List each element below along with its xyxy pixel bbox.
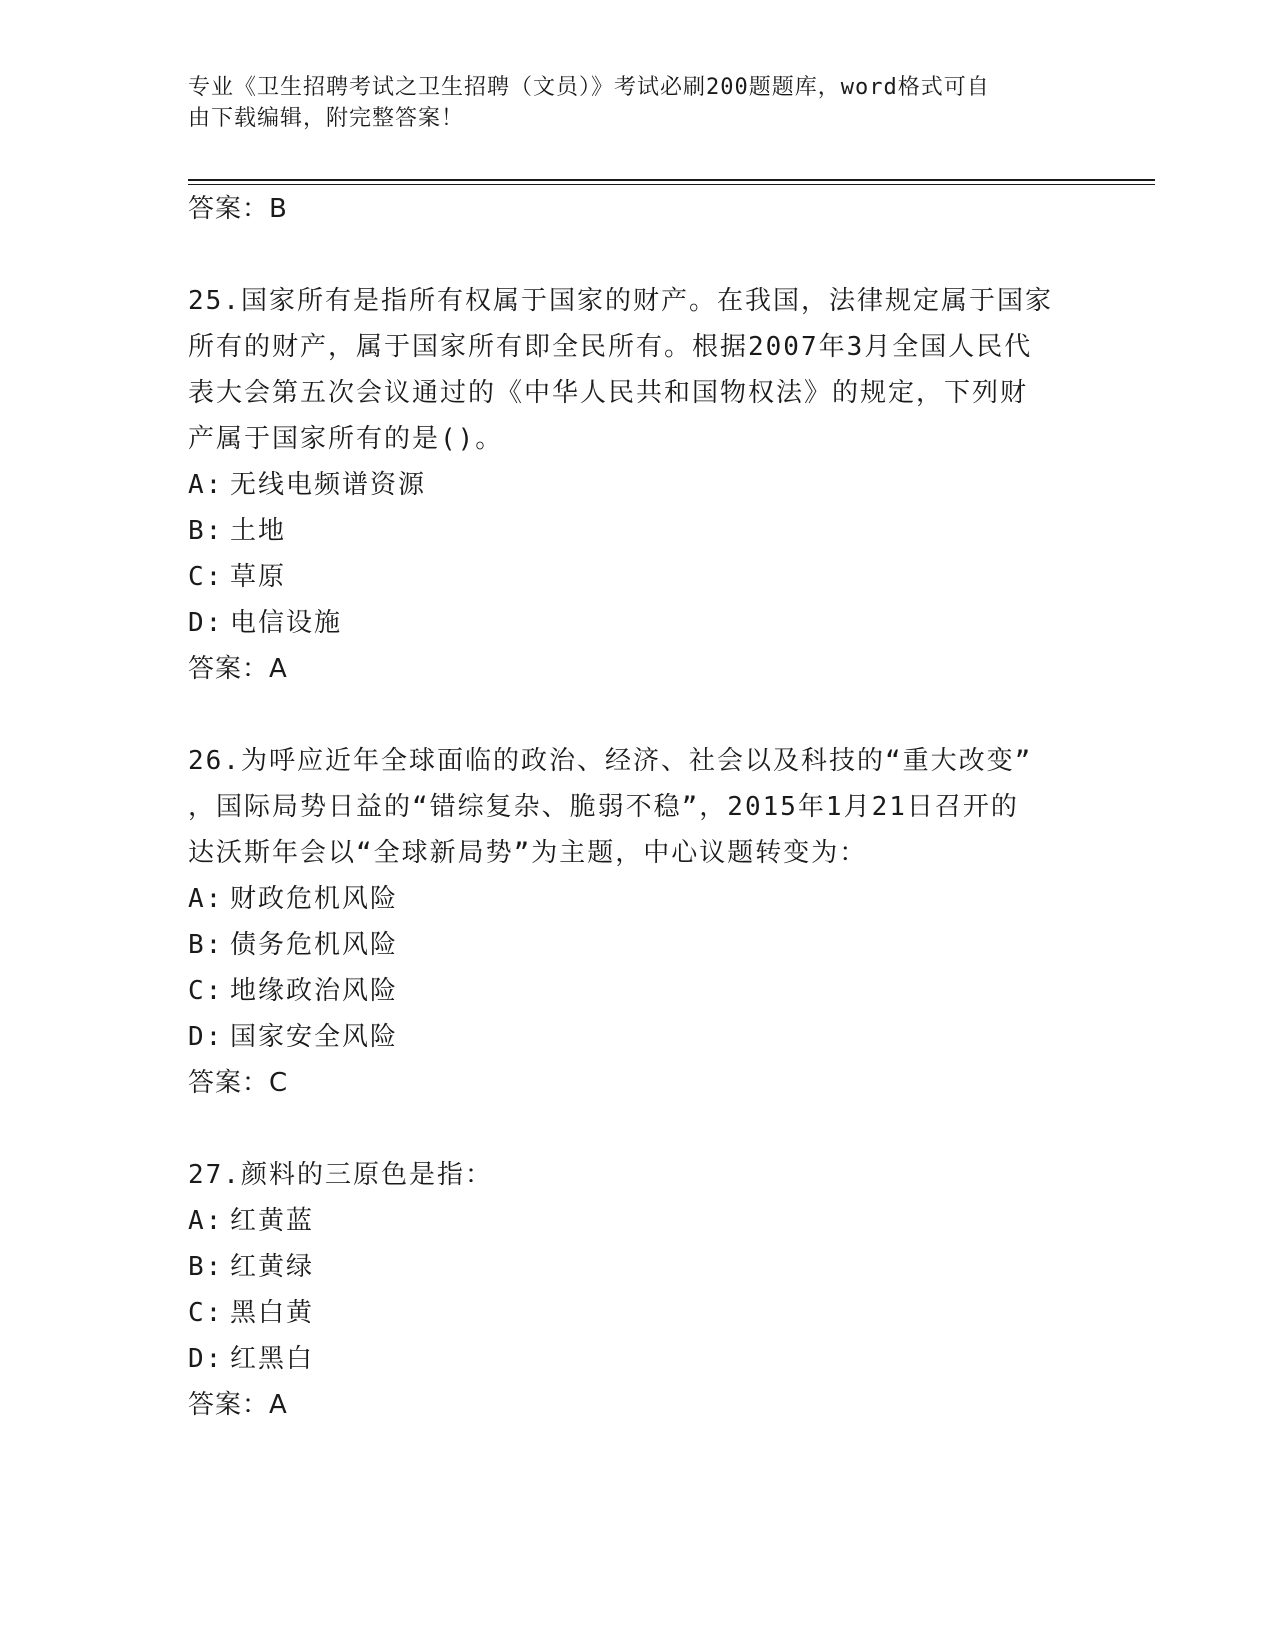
option-text: 红黑白 [230, 1344, 315, 1374]
option-label: A: [188, 884, 224, 914]
header-line-1: 专业《卫生招聘考试之卫生招聘（文员）》考试必刷200题题库，word格式可自 [188, 75, 990, 100]
option-b [188, 508, 1088, 554]
option-a [188, 876, 1088, 922]
option-text: 国家安全风险 [230, 1022, 399, 1052]
question-stem: 27.颜料的三原色是指： [188, 1160, 493, 1190]
option-c [188, 554, 1088, 600]
option-label: B: [188, 516, 224, 546]
option-text: 财政危机风险 [230, 884, 399, 914]
option-a [188, 462, 1088, 508]
answer-line: 答案：C [188, 1068, 289, 1098]
option-label: D: [188, 1022, 224, 1052]
option-label: D: [188, 1344, 224, 1374]
question-25 [188, 278, 1088, 692]
option-text: 红黄绿 [230, 1252, 315, 1282]
option-d [188, 1336, 1088, 1382]
option-text: 黑白黄 [230, 1298, 315, 1328]
option-label: D: [188, 608, 224, 638]
option-text: 地缘政治风险 [230, 976, 399, 1006]
option-c [188, 1290, 1088, 1336]
option-c [188, 968, 1088, 1014]
option-label: C: [188, 976, 224, 1006]
option-label: C: [188, 562, 224, 592]
option-text: 红黄蓝 [230, 1206, 315, 1236]
option-label: A: [188, 470, 224, 500]
answer-line: 答案：A [188, 654, 288, 684]
header-divider-thin [188, 184, 1155, 185]
question-stem: 25.国家所有是指所有权属于国家的财产。在我国，法律规定属于国家 所有的财产，属于国家所有即全民所有。根据2007年3月全国人民代 表大会第五次会议通过的《中华人民共和国物权法》的规定，下列财 产属于国家所有的是()。 [188, 286, 1053, 454]
option-label: A: [188, 1206, 224, 1236]
header-divider-thick [188, 179, 1155, 181]
option-text: 电信设施 [230, 608, 343, 638]
option-text: 债务危机风险 [230, 930, 399, 960]
option-text: 草原 [230, 562, 287, 592]
option-a [188, 1198, 1088, 1244]
option-text: 无线电频谱资源 [230, 470, 427, 500]
option-text: 土地 [230, 516, 287, 546]
question-26 [188, 738, 1088, 1106]
header-line-2: 由下载编辑，附完整答案！ [188, 106, 465, 131]
question-27 [188, 1152, 1088, 1428]
option-label: B: [188, 1252, 224, 1282]
option-b [188, 1244, 1088, 1290]
previous-answer: 答案：B [188, 194, 288, 224]
option-label: B: [188, 930, 224, 960]
option-d [188, 600, 1088, 646]
option-b [188, 922, 1088, 968]
document-body [188, 186, 1088, 1428]
question-stem: 26.为呼应近年全球面临的政治、经济、社会以及科技的“重大改变” ，国际局势日益的“错综复杂、脆弱不稳”，2015年1月21日召开的 达沃斯年会以“全球新局势”为主题，中心议题转变为： [188, 746, 1033, 868]
option-d [188, 1014, 1088, 1060]
document-header [188, 72, 1088, 134]
option-label: C: [188, 1298, 224, 1328]
answer-line: 答案：A [188, 1390, 288, 1420]
